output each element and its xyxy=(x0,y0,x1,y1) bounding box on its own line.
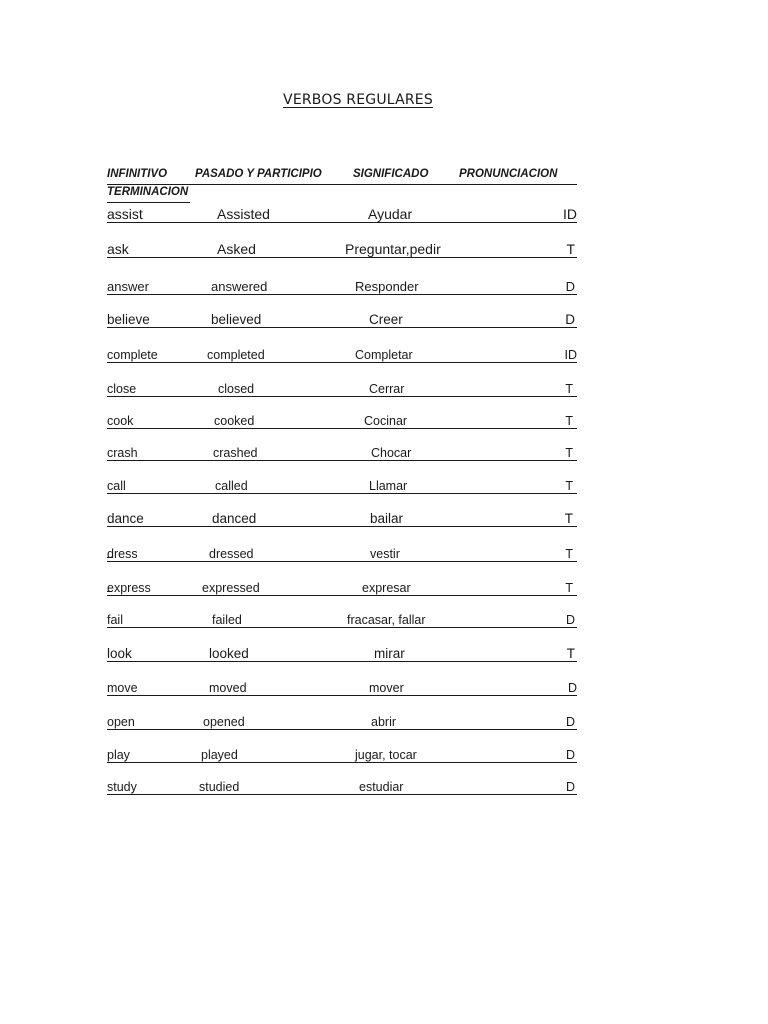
table-row xyxy=(107,714,577,731)
cell-infinitivo: look xyxy=(107,645,132,661)
cell-pasado: Assisted xyxy=(217,206,270,222)
cell-significado: bailar xyxy=(370,510,404,526)
cell-infinitivo: play xyxy=(107,747,130,762)
cell-significado: Ayudar xyxy=(368,206,413,222)
cell-infinitivo: close xyxy=(107,381,137,396)
cell-pasado: crashed xyxy=(213,445,258,460)
table-row xyxy=(107,347,577,364)
cell-infinitivo: ask xyxy=(107,241,129,257)
table-row xyxy=(107,381,577,398)
cell-infinitivo: believe xyxy=(107,311,150,327)
table-row xyxy=(107,680,577,697)
cell-pasado: studied xyxy=(199,779,240,794)
table-row xyxy=(107,478,577,495)
cell-infinitivo: answer xyxy=(107,279,149,294)
cell-pasado: failed xyxy=(212,612,242,627)
page-title: VERBOS REGULARES xyxy=(283,92,433,108)
cell-significado: Llamar xyxy=(369,478,408,493)
cell-pronunciacion: T xyxy=(566,645,575,661)
cell-infinitivo: assist xyxy=(107,206,143,222)
cell-significado: Completar xyxy=(355,347,413,362)
cell-significado: mirar xyxy=(374,645,405,661)
cell-pronunciacion: T xyxy=(565,478,573,493)
cell-pronunciacion: T xyxy=(564,510,573,526)
table-header xyxy=(107,168,577,185)
cell-significado: fracasar, fallar xyxy=(347,612,426,627)
cell-infinitivo: study xyxy=(107,779,137,794)
cell-infinitivo: cook xyxy=(107,413,134,428)
cell-pasado: danced xyxy=(212,510,257,526)
table-row xyxy=(107,413,577,430)
cell-infinitivo: move xyxy=(107,680,138,695)
cell-pasado: looked xyxy=(209,645,249,661)
cell-infinitivo: express xyxy=(107,580,151,595)
cell-significado: estudiar xyxy=(359,779,404,794)
cell-pronunciacion: D xyxy=(565,311,575,327)
cell-pronunciacion: T xyxy=(565,381,573,396)
cell-pronunciacion: T xyxy=(566,241,575,257)
cell-pasado: closed xyxy=(218,381,255,396)
cell-pasado: believed xyxy=(211,311,262,327)
cell-pronunciacion: D xyxy=(565,779,575,794)
cell-significado: mover xyxy=(369,680,404,695)
cell-pasado: played xyxy=(201,747,238,762)
cell-pronunciacion: T xyxy=(565,445,573,460)
cell-infinitivo: call xyxy=(107,478,126,493)
cell-significado: Preguntar,pedir xyxy=(345,241,441,257)
table-row xyxy=(107,747,577,764)
cell-pasado: cooked xyxy=(214,413,255,428)
cell-pronunciacion: D xyxy=(565,714,575,729)
cell-significado: vestir xyxy=(370,546,400,561)
cell-pasado: moved xyxy=(209,680,247,695)
cell-pasado: completed xyxy=(207,347,265,362)
cell-pasado: expressed xyxy=(202,580,260,595)
header-pasado: PASADO Y PARTICIPIO xyxy=(195,168,322,180)
table-row xyxy=(107,205,577,223)
cell-significado: Cerrar xyxy=(369,381,405,396)
cell-pasado: answered xyxy=(211,279,268,294)
cell-pasado: called xyxy=(215,478,248,493)
header-infinitivo: INFINITIVO xyxy=(107,168,168,180)
cell-pronunciacion: ID xyxy=(563,206,577,222)
cell-pasado: Asked xyxy=(217,241,256,257)
cell-infinitivo: open xyxy=(107,714,135,729)
table-row xyxy=(107,278,577,295)
cell-infinitivo: complete xyxy=(107,347,158,362)
cell-significado: expresar xyxy=(362,580,411,595)
table-row xyxy=(107,240,577,258)
table-row xyxy=(107,311,577,329)
cell-significado: Chocar xyxy=(371,445,412,460)
cell-pronunciacion: D xyxy=(567,680,577,695)
cell-infinitivo: dance xyxy=(107,510,144,526)
cell-significado: Cocinar xyxy=(364,413,408,428)
cell-infinitivo: fail xyxy=(107,612,123,627)
table-row xyxy=(107,779,577,796)
header-pronunciacion: PRONUNCIACION xyxy=(459,168,558,180)
cell-pronunciacion: D xyxy=(565,612,575,627)
cell-significado: Creer xyxy=(369,311,403,327)
cell-pronunciacion: T xyxy=(565,580,573,595)
cell-significado: Responder xyxy=(355,279,419,294)
cell-pronunciacion: ID xyxy=(564,347,577,362)
cell-significado: abrir xyxy=(371,714,397,729)
cell-pasado: opened xyxy=(203,714,245,729)
table-row xyxy=(107,510,577,528)
header-terminacion: TERMINACION xyxy=(107,186,190,203)
cell-infinitivo: dress xyxy=(107,546,138,561)
table-row xyxy=(107,445,577,462)
cell-significado: jugar, tocar xyxy=(355,747,417,762)
table-row xyxy=(107,580,577,597)
cell-pronunciacion: T xyxy=(565,413,573,428)
cell-infinitivo: crash xyxy=(107,445,138,460)
table-row xyxy=(107,645,577,663)
header-significado: SIGNIFICADO xyxy=(353,168,429,180)
cell-pronunciacion: D xyxy=(565,747,575,762)
cell-pasado: dressed xyxy=(209,546,254,561)
cell-pronunciacion: D xyxy=(565,279,575,294)
table-row xyxy=(107,546,577,563)
cell-pronunciacion: T xyxy=(565,546,573,561)
table-row xyxy=(107,612,577,629)
